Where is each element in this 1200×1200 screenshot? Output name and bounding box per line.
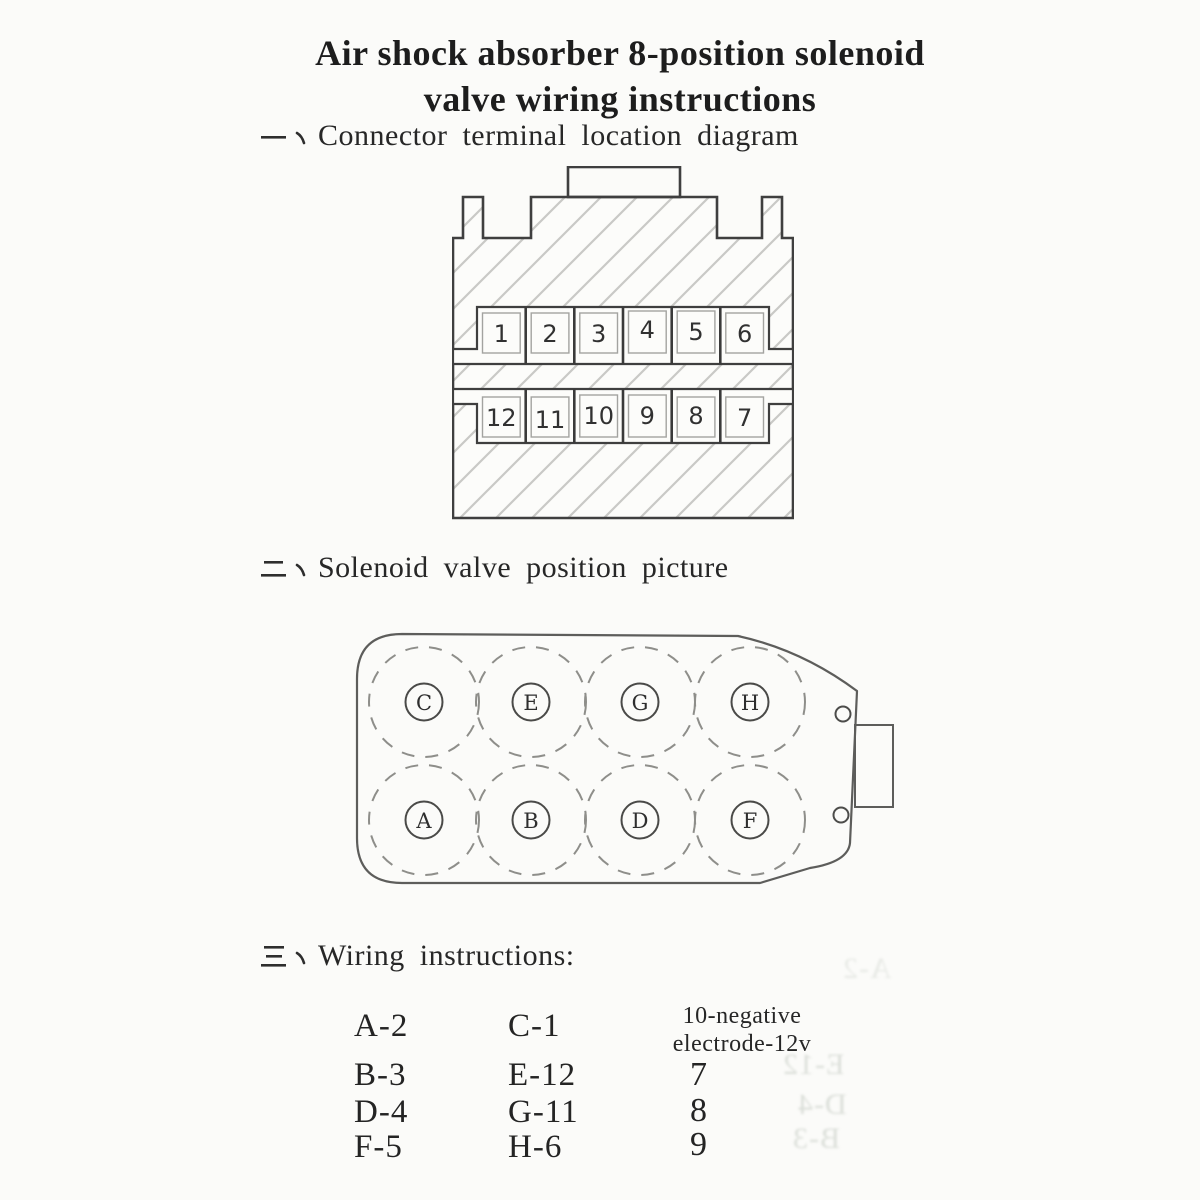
wiring-pair-C1: C-1 bbox=[508, 1008, 561, 1044]
note-line1: 10-negative bbox=[682, 1003, 802, 1029]
note-line2: electrode-12v bbox=[672, 1031, 812, 1057]
wiring-pair-D4: D-4 bbox=[354, 1094, 409, 1130]
solenoid-valve-diagram bbox=[350, 624, 910, 892]
bleed-through-text: E-12 bbox=[782, 1048, 845, 1081]
wiring-pair-E12: E-12 bbox=[508, 1057, 577, 1093]
cjk-comma-icon bbox=[294, 941, 308, 971]
document-title bbox=[40, 30, 1200, 122]
pin-2: 2 bbox=[542, 320, 558, 348]
pin-6: 6 bbox=[737, 320, 753, 348]
document-title-line1: Air shock absorber 8-position solenoid bbox=[315, 33, 925, 73]
wiring-pair-H6: H-6 bbox=[508, 1129, 563, 1165]
bleed-through-text: D-4 bbox=[797, 1088, 847, 1121]
wiring-pin-7: 7 bbox=[690, 1056, 708, 1093]
pin-7: 7 bbox=[737, 404, 753, 432]
valve-letter-B: B bbox=[523, 809, 539, 833]
section2-heading bbox=[260, 550, 729, 586]
pin-12: 12 bbox=[486, 404, 517, 432]
pin-9: 9 bbox=[639, 402, 655, 430]
valve-letter-E: E bbox=[523, 691, 539, 715]
valve-letter-C: C bbox=[415, 691, 433, 715]
wiring-pin-8: 8 bbox=[690, 1092, 708, 1129]
pin-8: 8 bbox=[688, 402, 704, 430]
wiring-pair-F5: F-5 bbox=[354, 1129, 403, 1165]
valve-side-tab bbox=[855, 725, 893, 807]
connector-top-tab bbox=[568, 167, 680, 197]
connector-terminal-diagram bbox=[452, 166, 794, 520]
valve-letter-F: F bbox=[742, 809, 758, 833]
bleed-through-text: A-2 bbox=[842, 952, 892, 985]
wiring-pair-A2: A-2 bbox=[354, 1008, 409, 1044]
pin-10: 10 bbox=[583, 402, 614, 430]
valve-letter-H: H bbox=[740, 691, 760, 715]
cjk-numeral-one-icon bbox=[260, 121, 290, 151]
cjk-comma-icon bbox=[294, 121, 308, 151]
wiring-pair-G11: G-11 bbox=[508, 1094, 579, 1130]
document-title-line2: valve wiring instructions bbox=[423, 79, 817, 119]
pin-11: 11 bbox=[534, 406, 566, 434]
bleed-through-text: B-3 bbox=[792, 1122, 840, 1155]
section1-label: Connector terminal location diagram bbox=[318, 119, 799, 152]
wiring-pin-9: 9 bbox=[690, 1126, 708, 1163]
pin-5: 5 bbox=[688, 318, 704, 346]
cjk-numeral-three-icon bbox=[260, 941, 290, 971]
pin-1: 1 bbox=[493, 320, 509, 348]
valve-letter-D: D bbox=[631, 809, 649, 833]
section3-heading bbox=[260, 938, 575, 974]
valve-letter-G: G bbox=[631, 691, 649, 715]
valve-body-outline bbox=[357, 634, 857, 883]
section1-heading bbox=[260, 118, 799, 154]
section3-label: Wiring instructions: bbox=[318, 939, 575, 972]
cjk-comma-icon bbox=[294, 553, 308, 583]
wiring-pair-B3: B-3 bbox=[354, 1057, 407, 1093]
pin-4: 4 bbox=[639, 316, 655, 344]
section2-label: Solenoid valve position picture bbox=[318, 551, 729, 584]
pin-3: 3 bbox=[591, 320, 607, 348]
cjk-numeral-two-icon bbox=[260, 553, 290, 583]
valve-letter-A: A bbox=[416, 809, 432, 833]
